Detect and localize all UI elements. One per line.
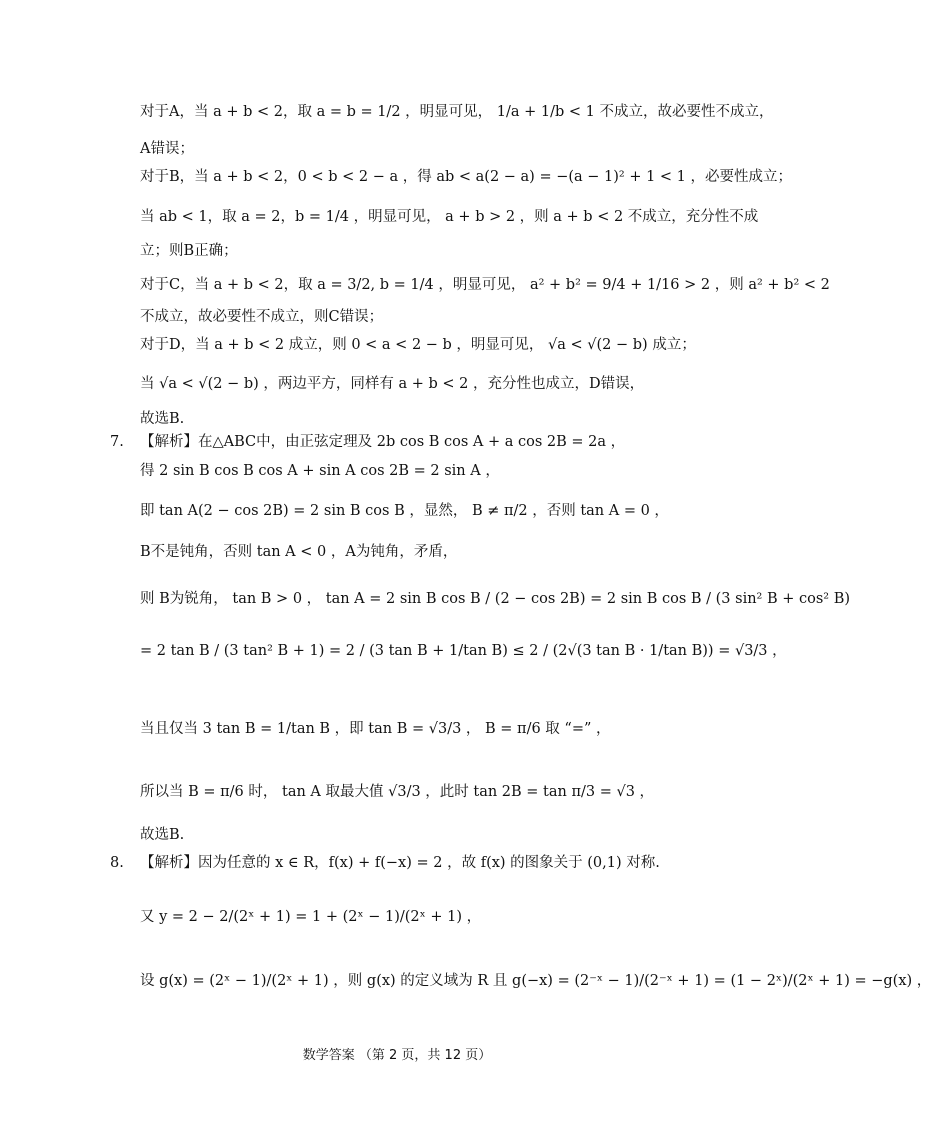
text-line-12: 得 2 sin B cos B cos A + sin A cos 2B = 2 sin A ， bbox=[140, 463, 500, 479]
text-line-5: 立；则B正确； bbox=[140, 243, 238, 259]
text-line-8: 对于D，当 a + b < 2 成立，则 0 < a < 2 − b ，明显可见， √a < √(2 − b) 成立； bbox=[140, 337, 696, 353]
text-line-13: 即 tan A(2 − cos 2B) = 2 sin B cos B ，显然， B ≠ π/2 ，否则 tan A = 0 ， bbox=[140, 503, 669, 519]
text-line-2: A错误； bbox=[140, 141, 194, 157]
problem-number: 7. bbox=[110, 434, 124, 450]
text-line-6: 对于C，当 a + b < 2，取 a = 3/2, b = 1/4 ，明显可见， a² + b² = 9/4 + 1/16 > 2 ，则 a² + b² < 2 bbox=[140, 277, 830, 293]
problem-7-header bbox=[110, 431, 698, 453]
problem-8-header bbox=[110, 852, 698, 874]
text-line-15: 则 B为锐角， tan B > 0 ， tan A = 2 sin B cos B / (2 − cos 2B) = 2 sin B cos B / (3 sin² B + cos² B) bbox=[140, 591, 851, 607]
text-line-22: 设 g(x) = (2ˣ − 1)/(2ˣ + 1) ，则 g(x) 的定义域为 R 且 g(−x) = (2⁻ˣ − 1)/(2⁻ˣ + 1) = (1 − 2ˣ)/(2ˣ + 1) = −g(x) ， bbox=[140, 973, 931, 989]
problem-number: 8. bbox=[110, 855, 124, 871]
text-line-9: 当 √a < √(2 − b) ，两边平方，同样有 a + b < 2 ，充分性也成立，D错误， bbox=[140, 376, 645, 392]
text-line-7: 不成立，故必要性不成立，则C错误； bbox=[140, 309, 384, 325]
text-line-1: 对于A，当 a + b < 2，取 a = b = 1/2 ，明显可见， 1/a + 1/b < 1 不成立，故必要性不成立， bbox=[140, 104, 774, 120]
problem-8-intro: 【解析】因为任意的 x ∈ R，f(x) + f(−x) = 2 ，故 f(x) 的图象关于 (0,1) 对称. bbox=[140, 855, 660, 871]
text-line-19: 故选B. bbox=[140, 827, 185, 843]
text-line-3: 对于B，当 a + b < 2，0 < b < 2 − a ，得 ab < a(2 − a) = −(a − 1)² + 1 < 1 ，必要性成立； bbox=[140, 169, 793, 185]
problem-7-intro: 【解析】在△ABC中，由正弦定理及 2b cos B cos A + a cos 2B = 2a ， bbox=[140, 434, 626, 450]
text-line-4: 当 ab < 1，取 a = 2，b = 1/4 ，明显可见， a + b > 2 ，则 a + b < 2 不成立，充分性不成 bbox=[140, 209, 759, 225]
text-line-21: 又 y = 2 − 2/(2ˣ + 1) = 1 + (2ˣ − 1)/(2ˣ + 1) ， bbox=[140, 909, 482, 925]
page-footer: 数学答案 （第 2 页，共 12 页） bbox=[302, 1048, 492, 1063]
text-line-17: 当且仅当 3 tan B = 1/tan B ，即 tan B = √3/3 ， B = π/6 取 “=” ， bbox=[140, 721, 611, 737]
text-line-18: 所以当 B = π/6 时， tan A 取最大值 √3/3 ，此时 tan 2B = tan π/3 = √3 ， bbox=[140, 784, 655, 800]
text-line-14: B不是钝角，否则 tan A < 0 ，A为钝角，矛盾， bbox=[140, 544, 458, 560]
text-line-16: = 2 tan B / (3 tan² B + 1) = 2 / (3 tan B + 1/tan B) ≤ 2 / (2√(3 tan B · 1/tan B)) = √3/3 ， bbox=[140, 643, 787, 659]
text-line-10: 故选B. bbox=[140, 411, 185, 427]
